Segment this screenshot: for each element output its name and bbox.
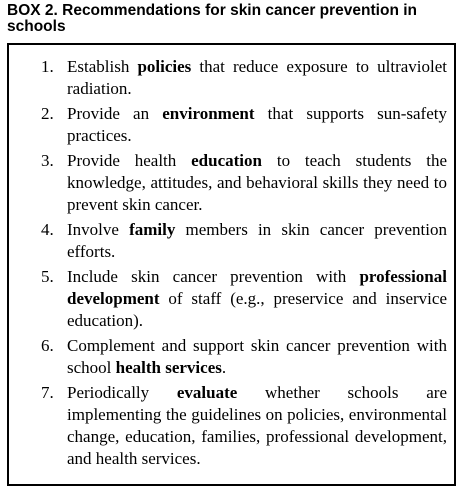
item-number: 1. <box>41 57 54 76</box>
item-text: Periodically evaluate whether schools are implementing the guidelines on policies, environmental change, education, families, professional development, and health services. <box>67 383 447 468</box>
item-keyword: health services <box>115 358 222 377</box>
box-title: BOX 2. Recommendations for skin cancer prevention in schools <box>7 2 417 35</box>
item-keyword: education <box>191 151 262 170</box>
item-text: Include skin cancer prevention with professional development of staff (e.g., preservice and inservice education). <box>67 267 447 330</box>
item-keyword: family <box>129 220 176 239</box>
list-item <box>9 103 447 147</box>
recommendations-box <box>7 43 456 486</box>
item-number: 3. <box>41 151 54 170</box>
list-item <box>9 150 447 216</box>
item-text: Complement and support skin cancer prevention with school health services. <box>67 336 447 377</box>
item-keyword: professional development <box>67 267 447 308</box>
item-text: Provide an environment that supports sun-safety practices. <box>67 104 447 145</box>
item-keyword: environment <box>162 104 255 123</box>
item-text: Establish policies that reduce exposure to ultraviolet radiation. <box>67 57 447 98</box>
list-item <box>9 382 447 470</box>
item-number: 5. <box>41 267 54 286</box>
list-item <box>9 219 447 263</box>
list-item <box>9 335 447 379</box>
item-keyword: evaluate <box>176 383 238 402</box>
recommendations-list <box>9 56 447 470</box>
item-number: 6. <box>41 336 54 355</box>
item-text: Provide health education to teach students the knowledge, attitudes, and behavioral skills they need to prevent skin cancer. <box>67 151 447 214</box>
item-number: 2. <box>41 104 54 123</box>
item-text: Involve family members in skin cancer prevention efforts. <box>67 220 447 261</box>
list-item <box>9 266 447 332</box>
item-number: 4. <box>41 220 54 239</box>
list-item <box>9 56 447 100</box>
item-number: 7. <box>41 383 54 402</box>
item-keyword: policies <box>137 57 192 76</box>
